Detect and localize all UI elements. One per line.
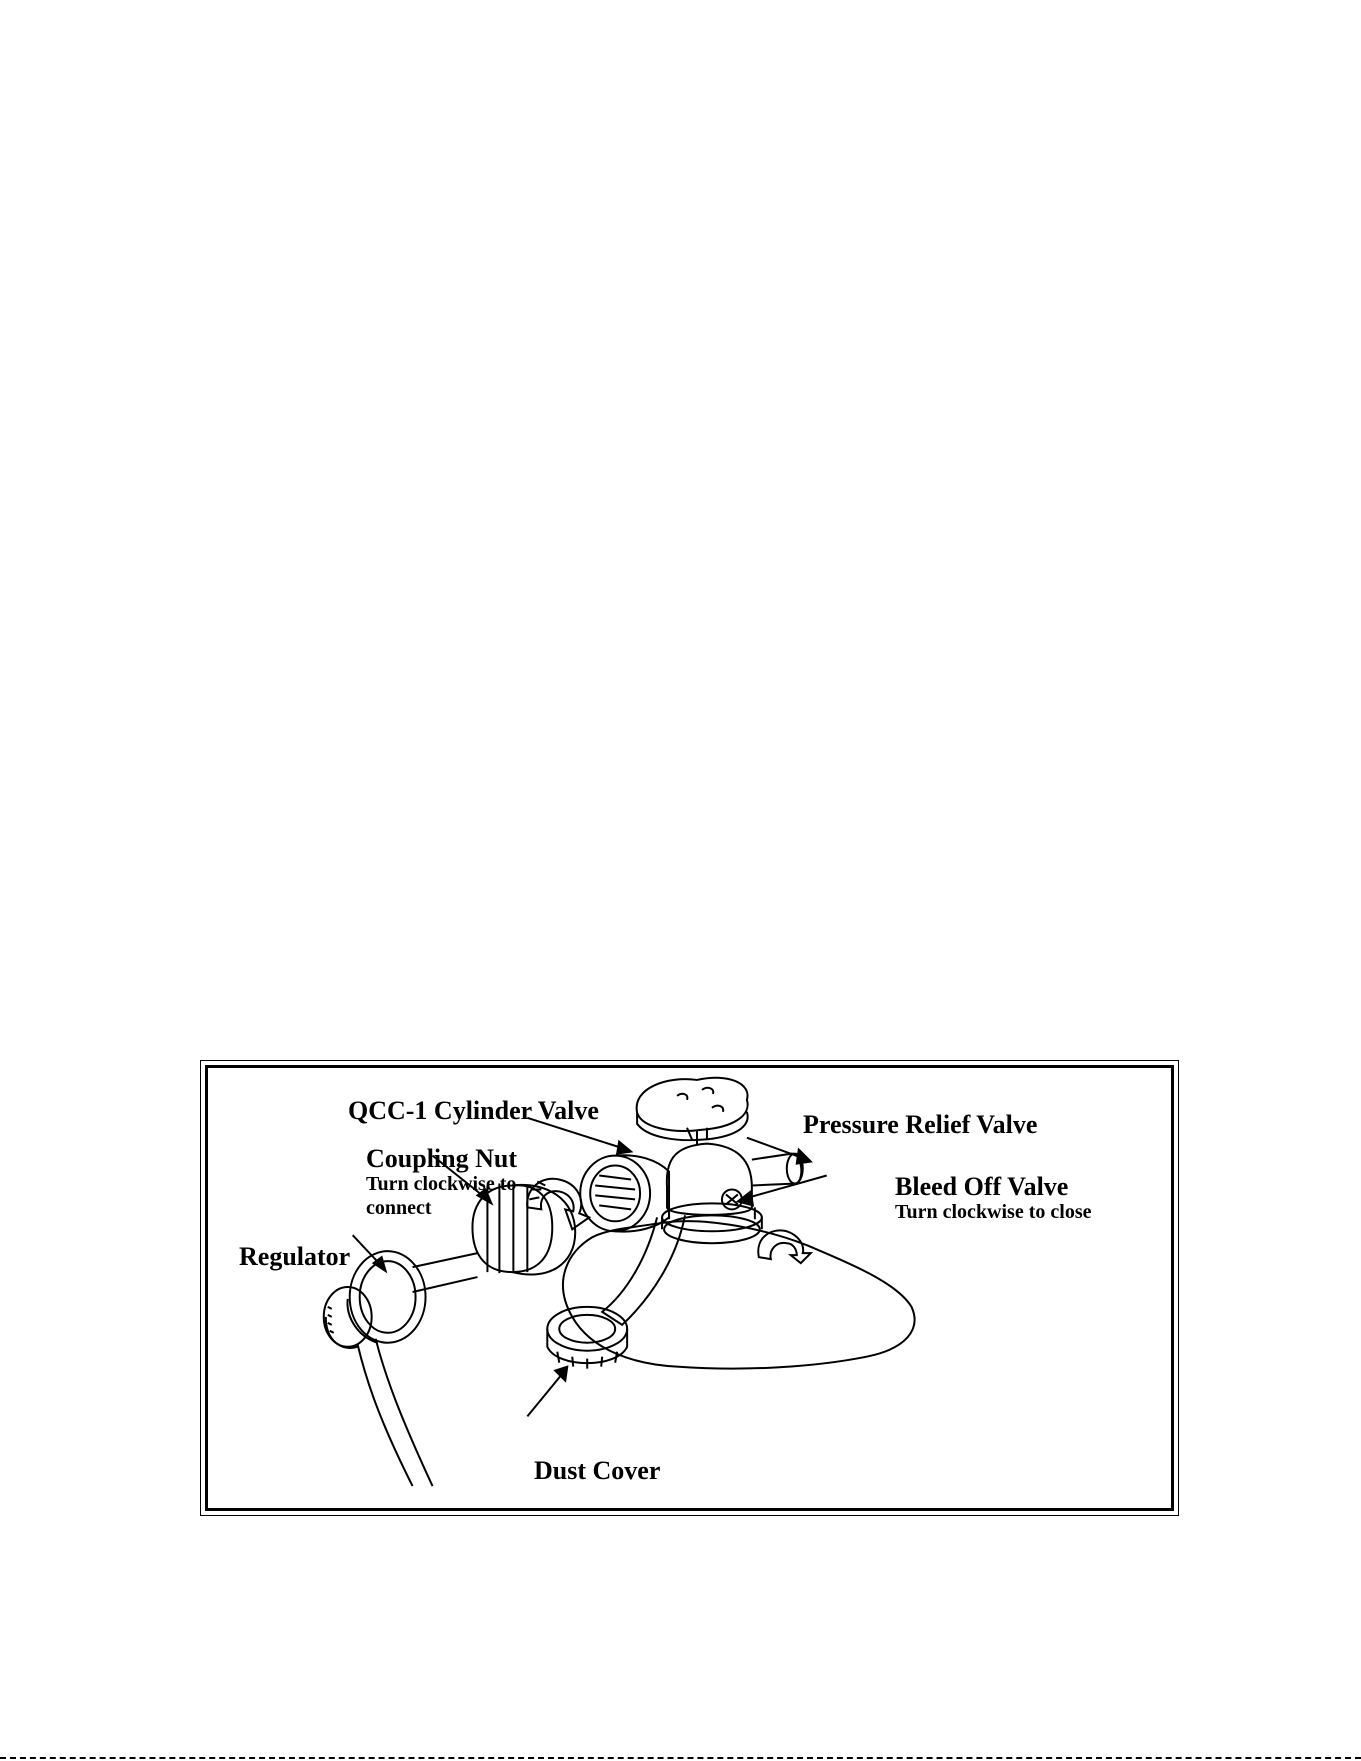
cylinder-top-shape (563, 1221, 915, 1368)
hose (358, 1339, 433, 1486)
page-bottom-rule (0, 1757, 1361, 1759)
label-bleed-off-valve: Bleed Off Valve (895, 1172, 1069, 1201)
regulator-stem (413, 1253, 478, 1292)
label-bleed-off-note: Turn clockwise to close (895, 1201, 1092, 1223)
regulator-disc (350, 1251, 426, 1343)
label-coupling-nut-note-2: connect (366, 1197, 432, 1219)
figure-inner-border (205, 1065, 1174, 1511)
figure-frame (200, 1060, 1179, 1516)
label-coupling-nut-note-1: Turn clockwise to (366, 1173, 517, 1195)
label-regulator: Regulator (239, 1242, 351, 1271)
label-cylinder-valve: QCC-1 Cylinder Valve (348, 1096, 599, 1125)
leader-dust-cover (527, 1373, 563, 1417)
label-pressure-relief-valve: Pressure Relief Valve (803, 1110, 1038, 1139)
label-dust-cover: Dust Cover (534, 1456, 661, 1485)
rotate-arrow-right (758, 1230, 810, 1263)
pressure-relief-port (752, 1154, 801, 1186)
leader-bleed-off (742, 1176, 827, 1200)
handwheel (637, 1078, 748, 1131)
label-coupling-nut: Coupling Nut (366, 1144, 517, 1173)
